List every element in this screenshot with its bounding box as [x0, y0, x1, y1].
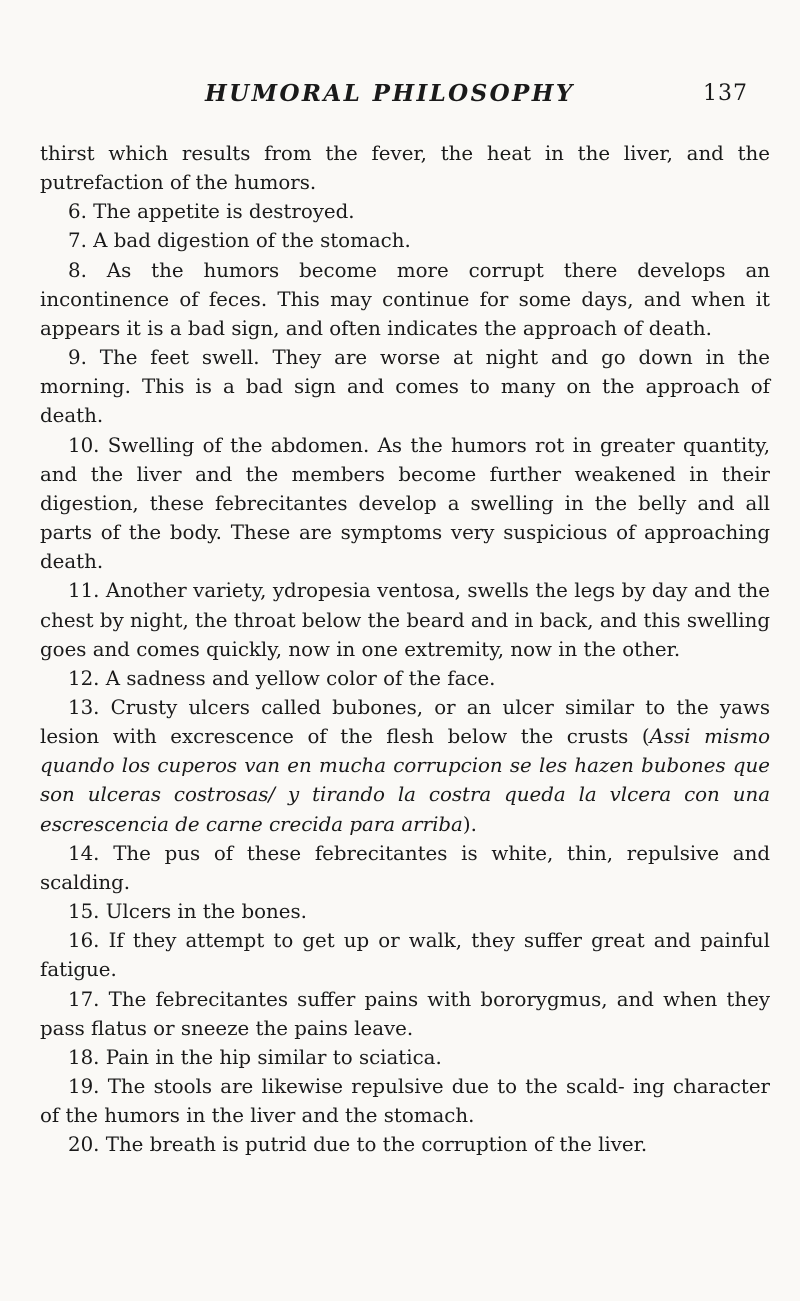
spanish-quotation: Assi mismo quando los cuperos van en mucha corrupcion se les hazen bubones que son ulceras costrosas/ y tirando la costra queda la vlcera con una escrescencia de carne crecida para arriba — [40, 725, 771, 836]
symptom-15: 15. Ulcers in the bones. — [68, 900, 307, 924]
symptom-11: 11. Another variety, ydropesia ventosa, swells the legs by day and the chest by night, the throat below the beard and in back, and this swelling goes and comes quickly, now in one extremity, now in the other. — [40, 579, 770, 661]
running-head — [0, 80, 800, 110]
page-number: 137 — [703, 81, 748, 106]
symptom-19: 19. The stools are likewise repulsive due to the scald- ing character of the humors in the liver and the stomach. — [40, 1075, 770, 1128]
symptom-16: 16. If they attempt to get up or walk, they suffer great and painful fatigue. — [40, 929, 770, 982]
page-body — [40, 139, 770, 1159]
symptom-17: 17. The febrecitantes suffer pains with bororygmus, and when they pass flatus or sneeze the pains leave. — [40, 987, 770, 1040]
symptom-20: 20. The breath is putrid due to the corruption of the liver. — [68, 1133, 648, 1157]
paragraph-continuation: thirst which results from the fever, the heat in the liver, and the putrefaction of the humors. — [40, 142, 770, 195]
symptom-13-close: ). — [462, 812, 477, 836]
symptom-9: 9. The feet swell. They are worse at night and go down in the morning. This is a bad sign and comes to many on the approach of death. — [40, 346, 770, 428]
symptom-14: 14. The pus of these febrecitantes is white, thin, repulsive and scalding. — [40, 841, 770, 894]
symptom-12: 12. A sadness and yellow color of the face. — [68, 666, 496, 690]
symptom-13-text: 13. Crusty ulcers called bubones, or an ulcer similar to the yaws lesion with excrescence of the flesh below the crusts ( — [40, 695, 770, 749]
symptom-13 — [40, 693, 770, 839]
symptom-8: 8. As the humors become more corrupt there develops an incontinence of feces. This may continue for some days, and when it appears it is a bad sign, and often indicates the approach of death. — [40, 258, 770, 340]
symptom-10: 10. Swelling of the abdomen. As the humors rot in greater quantity, and the liver and the members become further weakened in their digestion, these febrecitantes develop a swelling in the belly and all parts of the body. These are symptoms very suspicious of approaching death. — [40, 433, 770, 574]
symptom-18: 18. Pain in the hip similar to sciatica. — [68, 1045, 442, 1069]
symptom-7: 7. A bad digestion of the stomach. — [68, 229, 411, 253]
running-title: HUMORAL PHILOSOPHY — [205, 80, 575, 107]
symptom-6: 6. The appetite is destroyed. — [68, 200, 355, 224]
